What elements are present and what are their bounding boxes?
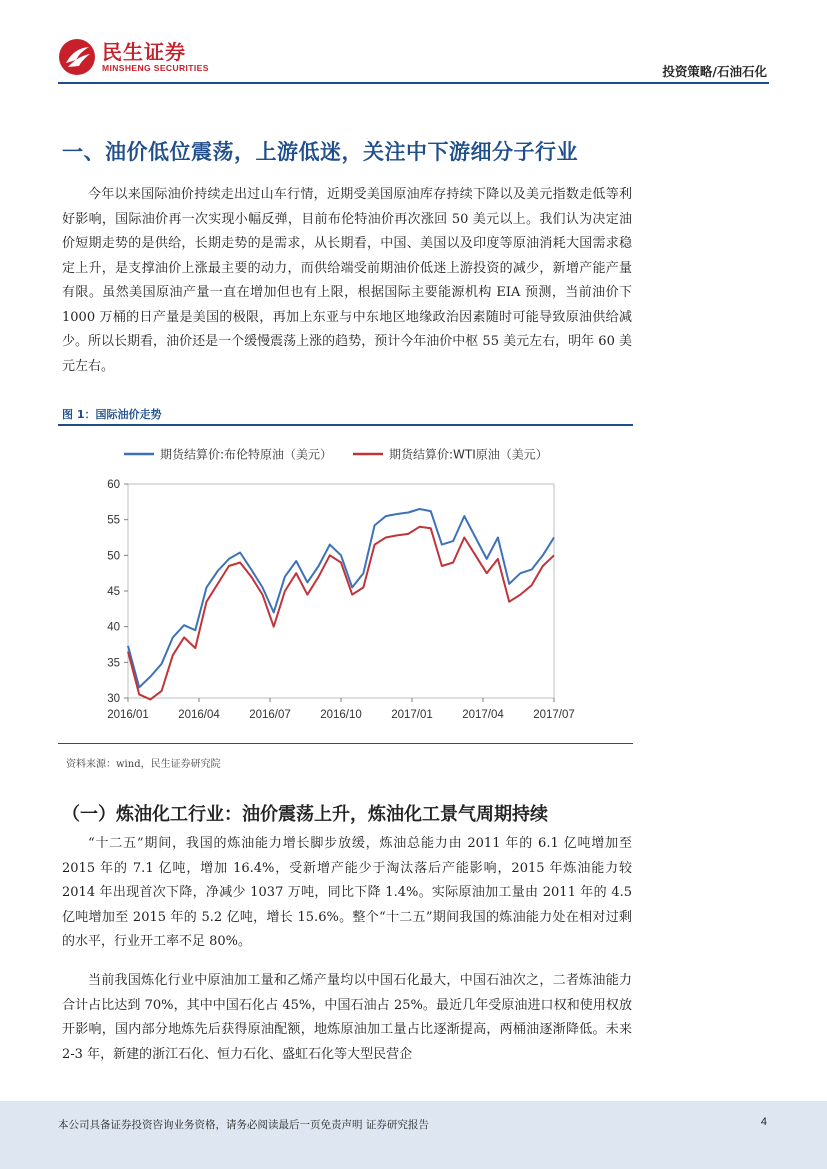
- x-tick-label: 2017/04: [462, 709, 504, 721]
- x-tick-label: 2016/04: [178, 709, 220, 721]
- minsheng-logo-icon: [58, 38, 96, 76]
- y-tick-label: 55: [107, 514, 120, 527]
- y-tick-label: 60: [107, 479, 120, 491]
- figure-top-rule: [58, 424, 633, 426]
- report-category: 投资策略/石油石化: [662, 64, 767, 79]
- plot-area-frame: [128, 484, 554, 698]
- company-name-cn: 民生证券: [102, 39, 186, 64]
- section-title: 一、油价低位震荡，上游低迷，关注中下游细分子行业: [62, 140, 578, 164]
- y-tick-label: 50: [107, 550, 120, 563]
- y-tick-label: 40: [107, 621, 120, 634]
- body-paragraph: “十二五”期间，我国的炼油能力增长脚步放缓，炼油总能力由 2011 年的 6.1 亿吨增加至 2015 年的 7.1 亿吨，增加 16.4%，受新增产能少于淘汰落后产能影响，2015 年炼油能力较 2014 年出现首次下降，净减少 1037 万吨，同比下降 1.4%。实际原油加工量由 2011 年的 4.5 亿吨增加至 2015 年的 5.2 亿吨，增长 15.6%。整个“十二五”期间我国的炼油能力处在相对过剩的水平，行业开工率不足 80%。: [62, 836, 632, 949]
- figure-caption: 图 1：国际油价走势: [62, 408, 162, 421]
- subsection-title: （一）炼油化工行业：油价震荡上升，炼油化工景气周期持续: [62, 804, 548, 825]
- page-footer: [0, 1101, 827, 1169]
- header-divider: [58, 82, 769, 84]
- body-paragraph: 当前我国炼化行业中原油加工量和乙烯产量均以中国石化最大，中国石油次之，二者炼油能力合计占比达到 70%，其中中国石化占 45%，中国石油占 25%。最近几年受原油进口权和使用权放开影响，国内部分地炼先后获得原油配额，地炼原油加工量占比逐渐提高，两桶油逐渐降低。未来 2-3 年，新建的浙江石化、恒力石化、盛虹石化等大型民营企: [62, 973, 632, 1062]
- page-number: 4: [760, 1116, 767, 1128]
- company-name-en: MINSHENG SECURITIES: [102, 62, 209, 73]
- oil-price-line-chart: [62, 430, 632, 740]
- figure-bottom-rule: [58, 743, 633, 744]
- company-logo: [58, 38, 209, 76]
- body-paragraph: 今年以来国际油价持续走出过山车行情，近期受美国原油库存持续下降以及美元指数走低等利好影响，国际油价再一次实现小幅反弹，目前布伦特油价再次涨回 50 美元以上。我们认为决定油价短期走势的是供给，长期走势的是需求，从长期看，中国、美国以及印度等原油消耗大国需求稳定上升，是支撑油价上涨最主要的动力，而供给端受前期油价低迷上游投资的减少，新增产能产量有限。虽然美国原油产量一直在增加但也有上限，根据国际主要能源机构 EIA 预测，当前油价下 1000 万桶的日产量是美国的极限，再加上东亚与中东地区地缘政治因素随时可能导致原油供给减少。所以长期看，油价还是一个缓慢震荡上涨的趋势，预计今年油价中枢 55 美元左右，明年 60 美元左右。: [62, 187, 632, 374]
- chart-legend: [124, 447, 548, 462]
- x-tick-label: 2016/01: [107, 709, 149, 721]
- x-tick-label: 2016/07: [249, 709, 291, 721]
- y-tick-label: 45: [107, 586, 120, 598]
- x-tick-label: 2016/10: [320, 709, 362, 721]
- legend-label-0: 期货结算价:布伦特原油（美元）: [160, 447, 333, 462]
- y-tick-label: 35: [107, 657, 120, 670]
- series-line-0: [128, 509, 554, 687]
- chart-series: [128, 509, 554, 699]
- figure-source: 资料来源：wind，民生证券研究院: [66, 759, 221, 770]
- footer-disclaimer: 本公司具备证券投资咨询业务资格，请务必阅读最后一页免责声明 证券研究报告: [58, 1119, 429, 1131]
- x-tick-label: 2017/07: [533, 709, 575, 721]
- legend-label-1: 期货结算价:WTI原油（美元）: [389, 447, 548, 462]
- x-tick-label: 2017/01: [391, 709, 433, 721]
- chart-axes: [107, 479, 575, 721]
- y-tick-label: 30: [107, 693, 120, 705]
